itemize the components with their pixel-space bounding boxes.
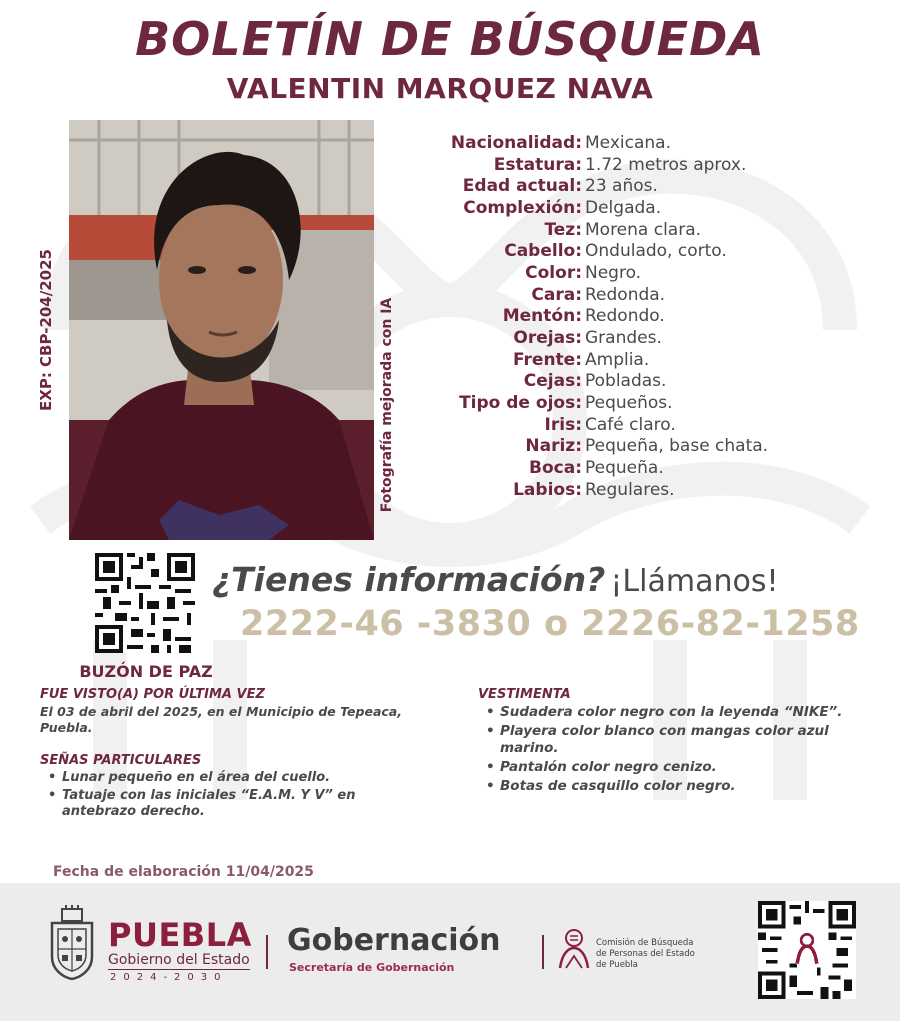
attr-value: Amplia.	[585, 349, 650, 370]
attr-value: Redondo.	[585, 306, 665, 327]
marks-list	[40, 770, 440, 820]
attr-row	[392, 371, 872, 393]
state-seal-icon	[44, 905, 100, 981]
attr-row	[392, 219, 872, 241]
bulletin-title: BOLETÍN DE BÚSQUEDA	[135, 12, 765, 66]
buzon-de-paz-label: BUZÓN DE PAZ	[79, 662, 213, 681]
attr-label: Tez:	[544, 219, 582, 240]
attr-row	[392, 414, 872, 436]
missing-person-name: VALENTIN MARQUEZ NAVA	[226, 72, 654, 105]
attr-row	[392, 262, 872, 284]
attr-row	[392, 479, 872, 501]
right-details	[478, 687, 878, 797]
attr-label: Estatura:	[493, 154, 582, 175]
person-photo	[69, 120, 374, 540]
gobierno-estado-text: Gobierno del Estado	[108, 952, 250, 968]
attr-row	[392, 175, 872, 197]
attr-label: Iris:	[544, 414, 582, 435]
comision-line: de Personas del Estado	[596, 949, 695, 959]
attr-value: Pequeña.	[585, 458, 664, 479]
secretaria-text: Secretaría de Gobernación	[289, 961, 455, 974]
attr-row	[392, 306, 872, 328]
comision-busqueda-text	[596, 938, 695, 971]
administration-years: 2024-2030	[110, 972, 228, 983]
puebla-logo-text: PUEBLA	[108, 916, 252, 954]
attr-value: Ondulado, corto.	[585, 241, 727, 262]
list-item: • Sudadera color negro con la leyenda “NIKE”.	[478, 704, 878, 721]
attr-label: Complexión:	[463, 197, 582, 218]
attr-row	[392, 154, 872, 176]
attr-label: Nariz:	[525, 436, 582, 457]
divider	[542, 935, 544, 969]
comision-qr-code[interactable]	[758, 901, 856, 999]
footer	[0, 883, 900, 1021]
attr-value: Negro.	[585, 262, 642, 283]
creation-date: Fecha de elaboración 11/04/2025	[53, 864, 314, 880]
list-item: • Playera color blanco con mangas color azul marino.	[478, 723, 873, 757]
comision-line: Comisión de Búsqueda	[596, 938, 694, 948]
attr-label: Mentón:	[502, 306, 582, 327]
attr-value: Pequeños.	[585, 393, 673, 414]
attr-row	[392, 327, 872, 349]
attr-value: Morena clara.	[585, 219, 702, 240]
clothing-heading: VESTIMENTA	[478, 687, 571, 702]
attr-label: Cabello:	[504, 241, 582, 262]
last-seen-heading: FUE VISTO(A) POR ÚLTIMA VEZ	[40, 687, 265, 702]
attr-row	[392, 457, 872, 479]
phone-numbers[interactable]: 2222-46 -3830 o 2226-82-1258	[240, 604, 860, 644]
gobernacion-logo-text: Gobernación	[287, 923, 501, 958]
list-item: • Lunar pequeño en el área del cuello.	[40, 770, 440, 786]
attr-label: Edad actual:	[462, 176, 582, 197]
attr-value: Mexicana.	[585, 132, 671, 153]
marks-heading: SEÑAS PARTICULARES	[40, 753, 202, 768]
attr-label: Cara:	[531, 284, 582, 305]
attr-value: 23 años.	[585, 176, 658, 197]
attr-row	[392, 392, 872, 414]
comision-line: de Puebla	[596, 960, 638, 970]
attr-value: Café claro.	[585, 414, 676, 435]
attr-value: Delgada.	[585, 197, 662, 218]
attr-label: Tipo de ojos:	[459, 393, 582, 414]
last-seen-text: El 03 de abril del 2025, en el Municipio de Tepeaca, Puebla.	[40, 704, 402, 735]
attr-label: Frente:	[513, 349, 582, 370]
attr-row	[392, 240, 872, 262]
attr-row	[392, 436, 872, 458]
attr-label: Boca:	[529, 458, 582, 479]
attr-value: Grandes.	[585, 328, 662, 349]
attr-value: Regulares.	[585, 479, 675, 500]
call-text: ¡Llámanos!	[610, 564, 779, 599]
divider	[266, 935, 268, 969]
attr-value: Pobladas.	[585, 371, 667, 392]
attr-row	[392, 197, 872, 219]
list-item: • Tatuaje con las iniciales “E.A.M. Y V” en antebrazo derecho.	[40, 788, 430, 820]
left-details	[40, 687, 440, 822]
attr-label: Labios:	[513, 479, 582, 500]
attr-label: Color:	[525, 262, 582, 283]
attr-label: Nacionalidad:	[450, 132, 582, 153]
physical-description	[392, 132, 872, 501]
attr-value: Redonda.	[585, 284, 666, 305]
attr-row	[392, 284, 872, 306]
comision-busqueda-icon	[556, 928, 592, 970]
attr-label: Cejas:	[523, 371, 582, 392]
attr-row	[392, 349, 872, 371]
clothing-list	[478, 704, 878, 795]
list-item: • Botas de casquillo color negro.	[478, 778, 878, 795]
attr-value: 1.72 metros aprox.	[585, 154, 747, 175]
attr-label: Orejas:	[513, 328, 582, 349]
buzon-qr-code[interactable]	[95, 553, 195, 653]
attr-row	[392, 132, 872, 154]
attr-value: Pequeña, base chata.	[585, 436, 769, 457]
question-text: ¿Tienes información?	[212, 560, 606, 599]
list-item: • Pantalón color negro cenizo.	[478, 759, 878, 776]
info-prompt	[212, 560, 862, 599]
